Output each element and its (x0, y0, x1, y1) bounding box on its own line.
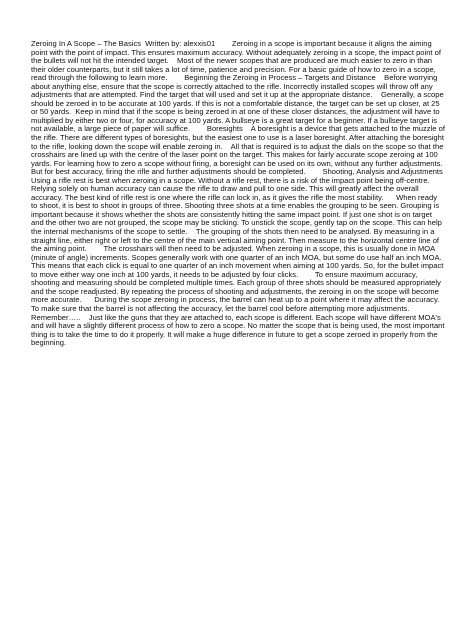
article-body-text: Zeroing In A Scope – The Basics Written by: alexxis01 Zeroing in a scope is important because it aligns the aiming point with the point of impact. This ensures maximum accuracy. Without adequately zeroing in a scope, the impact point of the bullets will not hit the intended target. Most of the newer scopes that are produced are much easier to zero in than their older counterparts, but it still takes a lot of time, patience and precision. For a basic guide of how to zero in a scope, read through the following to learn more. Beginning the Zeroing in Process – Targets and Distance Before worrying about anything else, ensure that the scope is correctly attached to the rifle. Incorrectly installed scopes will throw off any adjustments that are attempted. Find the target that will used and set it up at the appropriate distance. Generally, a scope should be zeroed in to be accurate at 100 yards. If this is not a comfortable distance, the target can be set up closer, at 25 or 50 yards. Keep in mind that if the scope is being zeroed in at one of these closer distances, the adjustment will have to multiplied by either two or four, for accuracy at 100 yards. A bullseye is a great target for a beginner. If a bullseye target is not available, a large piece of paper will suffice. Boresights A boresight is a device that gets attached to the muzzle of the rifle. There are different types of boresights, but the easiest one to use is a laser boresight. After attaching the boresight to the rifle, looking down the scope will enable zeroing in. All that is required is to adjust the dials on the scope so that the crosshairs are lined up with the centre of the laser point on the target. This makes for fairly accurate scope zeroing at 100 yards. For learning how to zero a scope without firing, a boresight can be used on its own, without any further adjustments. But for best accuracy, firing the rifle and further adjustments should be completed. Shooting, Analysis and Adjustments Using a rifle rest is best when zeroing in a scope. Without a rifle rest, there is a risk of the impact point being off-centre. Relying solely on human accuracy can cause the rifle to draw and pull to one side. This will greatly affect the overall accuracy. The best kind of rifle rest is one where the rifle can lock in, as it gives the rifle the most stability. When ready to shoot, it is best to shoot in groups of three. Shooting three shots at a time enables the grouping to be seen. Grouping is important because it shows whether the shots are consistently hitting the same impact point. If just one shot is on target and the other two are not grouped, the scope may be sticking. To unstick the scope, gently tap on the scope. This can help the internal mechanisms of the scope to settle. The grouping of the shots then need to be analysed. By measuring in a straight line, either right or left to the centre of the main vertical aiming point. Then measure to the horizontal centre line of the aiming point. The crosshairs will then need to be adjusted. When zeroing in a scope, this is usually done in MOA (minute of angle) increments. Scopes generally work with one quarter of an inch MOA, but some do use half an inch MOA. This means that each click is equal to one quarter of an inch movement when aiming at 100 yards. So, for the bullet impact to move either way one inch at 100 yards, it needs to be adjusted by four clicks. To ensure maximum accuracy, shooting and measuring should be completed multiple times. Each group of three shots should be measured appropriately and the scope readjusted. By repeating the process of shooting and adjustments, the zeroing in on the scope will become more accurate. During the scope zeroing in process, the barrel can heat up to a point where it may affect the accuracy. To make sure that the barrel is not affecting the accuracy, let the barrel cool before attempting more adjustments. Remember….. Just like the guns that they are attached to, each scope is different. Each scope will have different MOA's and will have a slightly different process of how to zero a scope. No matter the scope that is being used, the most important thing is to take the time to do it properly. It will make a huge difference in future to get a scope zeroed in properly from the beginning. (31, 39, 452, 348)
